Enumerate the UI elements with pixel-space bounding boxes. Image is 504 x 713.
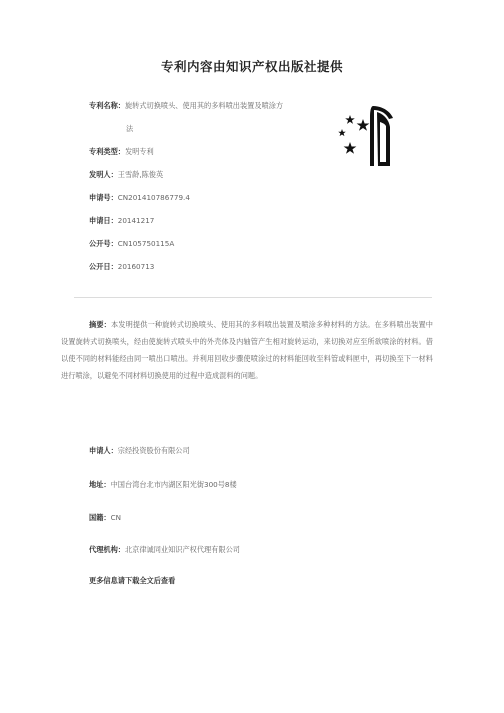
page-title: 专利内容由知识产权出版社提供	[160, 59, 343, 74]
applicant-value: 宗经投资股份有限公司	[117, 446, 190, 455]
inventor-row	[89, 169, 329, 180]
inventor-value: 王雪龄,陈俊英	[117, 170, 164, 179]
nationality-label: 国籍：	[89, 513, 111, 522]
publication-number-row	[89, 238, 329, 249]
section-divider	[74, 297, 432, 298]
application-number-label: 申请号：	[89, 193, 118, 202]
application-number-value: CN201410786779.4	[117, 193, 190, 202]
ip-office-logo	[336, 102, 406, 172]
more-info-link[interactable]: 更多信息请下载全文后查看	[89, 576, 176, 585]
patent-info	[89, 100, 329, 284]
agency-value: 北京律诚同业知识产权代理有限公司	[124, 545, 240, 554]
patent-name-label: 专利名称：	[89, 101, 125, 110]
publication-number-label: 公开号：	[89, 239, 118, 248]
agency-row	[89, 545, 240, 555]
application-date-value: 20141217	[117, 216, 155, 225]
applicant-label: 申请人：	[89, 446, 118, 455]
patent-name-continued-row	[89, 117, 329, 134]
star-icon	[338, 129, 346, 136]
address-row	[89, 480, 237, 490]
patent-name-line1: 旋转式切换喷头、使用其的多料喷出装置及喷涂方	[124, 101, 284, 110]
publication-number-value: CN105750115A	[117, 239, 175, 248]
abstract	[61, 316, 433, 384]
patent-type-value: 发明专利	[124, 147, 154, 156]
nationality-value: CN	[110, 513, 121, 522]
publication-date-row	[89, 261, 329, 272]
address-value: 中国台湾台北市内湖区阳光街300号8楼	[110, 480, 237, 489]
application-date-label: 申请日：	[89, 216, 118, 225]
star-icon	[357, 119, 370, 131]
agency-label: 代理机构：	[89, 545, 125, 554]
patent-name-row	[89, 100, 329, 111]
star-icon	[344, 142, 357, 154]
address-label: 地址：	[89, 480, 111, 489]
abstract-label: 摘要：	[89, 320, 111, 329]
patent-name-line2: 法	[126, 124, 134, 133]
publication-date-label: 公开日：	[89, 262, 118, 271]
star-icon	[345, 115, 355, 124]
patent-type-label: 专利类型：	[89, 147, 125, 156]
patent-name-value	[125, 100, 283, 111]
emblem-shape	[380, 122, 386, 162]
nationality-row	[89, 513, 121, 523]
publication-date-value: 20160713	[117, 262, 155, 271]
application-number-row	[89, 192, 329, 203]
applicant-row	[89, 446, 190, 456]
inventor-label: 发明人：	[89, 170, 118, 179]
patent-type-row	[89, 146, 329, 157]
application-date-row	[89, 215, 329, 226]
abstract-text: 本发明提供一种旋转式切换喷头、使用其的多料喷出装置及喷涂多种材料的方法。在多料喷出装置中设置旋转式切换喷头，经由使旋转式喷头中的外壳体及内轴管产生相对旋转运动，来切换对应至所欲喷涂的材料。借以使不同的材料能经由同一喷出口喷出。并利用回收步骤使喷涂过的材料能回收至料管或料匣中，再切换至下一材料进行喷涂，以避免不同材料切换使用的过程中造成混料的问题。	[61, 320, 433, 380]
